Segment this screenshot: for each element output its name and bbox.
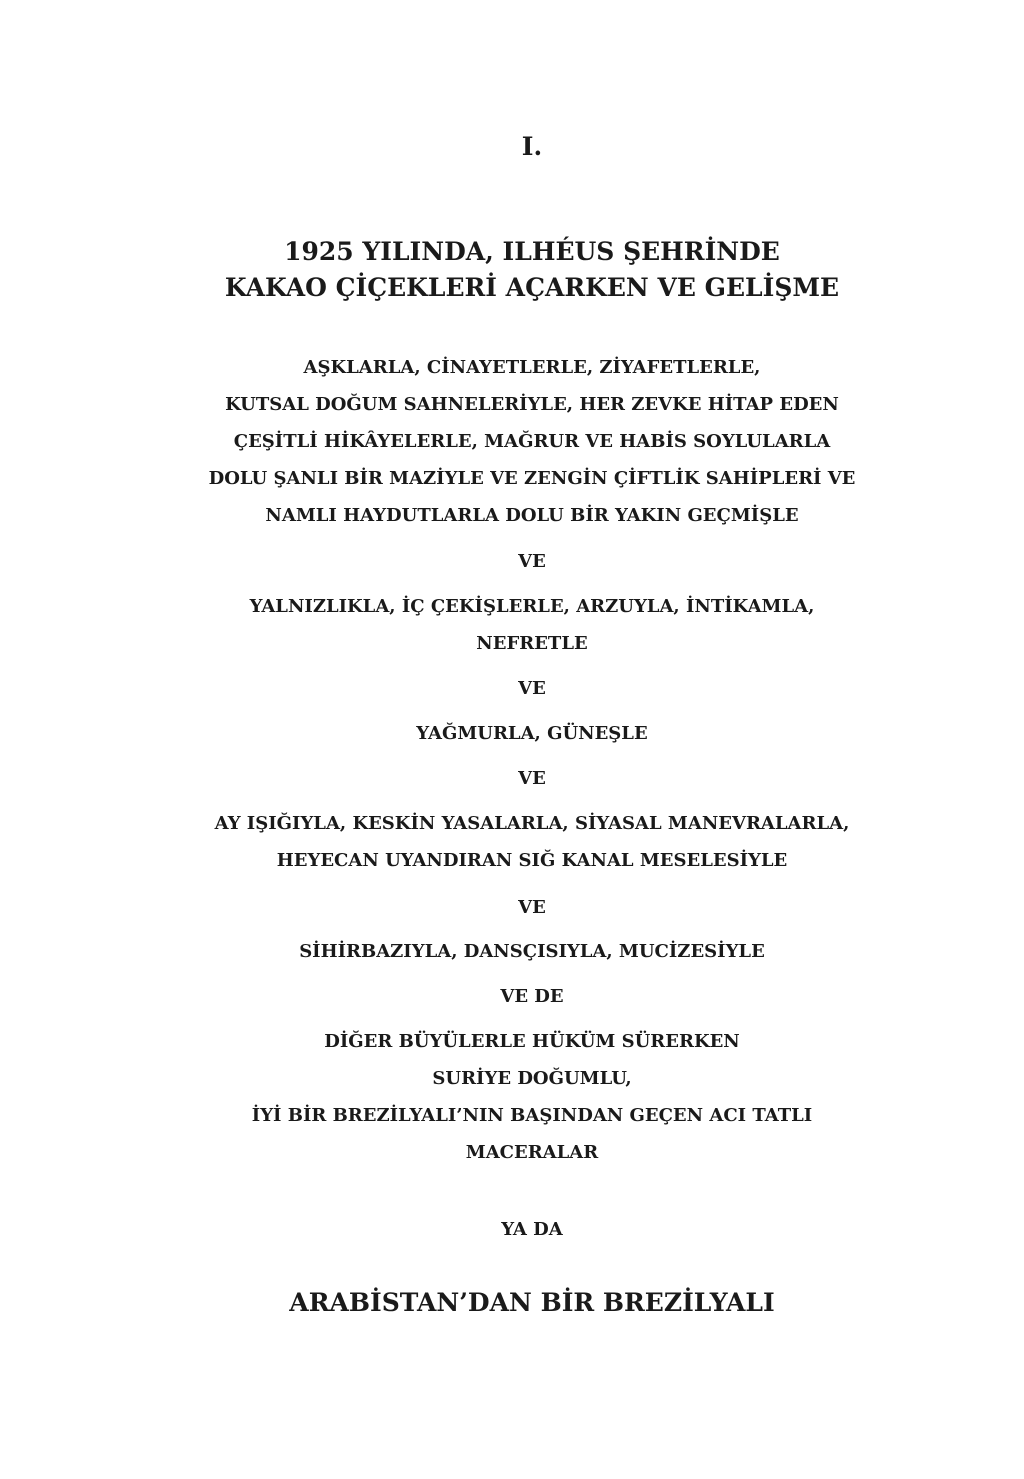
conjunction-5: VE DE: [500, 986, 564, 1007]
book-title: ARABİSTAN’DAN BİR BREZİLYALI: [289, 1288, 775, 1317]
conjunction-2: VE: [518, 678, 546, 699]
section-2: [0, 588, 1024, 662]
chapter-title-line-1: 1925 YILINDA, ILHÉUS ŞEHRİNDE: [284, 237, 780, 266]
section-1-line-1: AŞKLARLA, CİNAYETLERLE, ZİYAFETLERLE,: [303, 357, 761, 378]
section-6-line-4: MACERALAR: [465, 1142, 599, 1163]
section-1-line-4: DOLU ŞANLI BİR MAZİYLE VE ZENGİN ÇİFTLİK SAHİPLERİ VE: [208, 468, 856, 489]
section-6-line-1: DİĞER BÜYÜLERLE HÜKÜM SÜRERKEN: [324, 1031, 740, 1052]
chapter-title: [0, 234, 1024, 306]
section-3-line-1: YAĞMURLA, GÜNEŞLE: [416, 723, 648, 744]
section-1-line-5: NAMLI HAYDUTLARLA DOLU BİR YAKIN GEÇMİŞLE: [265, 505, 799, 526]
section-4: [0, 805, 1024, 879]
section-6: [0, 1023, 1024, 1171]
section-2-line-2: NEFRETLE: [476, 633, 588, 654]
chapter-number: I.: [521, 132, 543, 161]
conjunction-3: VE: [518, 768, 546, 789]
section-1-line-2: KUTSAL DOĞUM SAHNELERİYLE, HER ZEVKE HİTAP EDEN: [225, 394, 839, 415]
conjunction-6: YA DA: [501, 1219, 563, 1240]
section-6-line-3: İYİ BİR BREZİLYALI’NIN BAŞINDAN GEÇEN ACI TATLI: [251, 1105, 813, 1126]
section-5: [0, 933, 1024, 970]
chapter-title-line-2: KAKAO ÇİÇEKLERİ AÇARKEN VE GELİŞME: [224, 273, 840, 302]
conjunction-1: VE: [518, 551, 546, 572]
section-1-line-3: ÇEŞİTLİ HİKÂYELERLE, MAĞRUR VE HABİS SOYLULARLA: [233, 431, 831, 452]
section-4-line-1: AY IŞIĞIYLA, KESKİN YASALARLA, SİYASAL MANEVRALARLA,: [214, 813, 850, 834]
section-4-line-2: HEYECAN UYANDIRAN SIĞ KANAL MESELESİYLE: [276, 850, 788, 871]
section-2-line-1: YALNIZLIKLA, İÇ ÇEKİŞLERLE, ARZUYLA, İNTİKAMLA,: [249, 596, 815, 617]
conjunction-4: VE: [518, 897, 546, 918]
section-6-line-2: SURİYE DOĞUMLU,: [432, 1068, 632, 1089]
section-5-line-1: SİHİRBAZIYLA, DANSÇISIYLA, MUCİZESİYLE: [299, 941, 765, 962]
section-3: [0, 715, 1024, 752]
section-1: [0, 349, 1024, 534]
